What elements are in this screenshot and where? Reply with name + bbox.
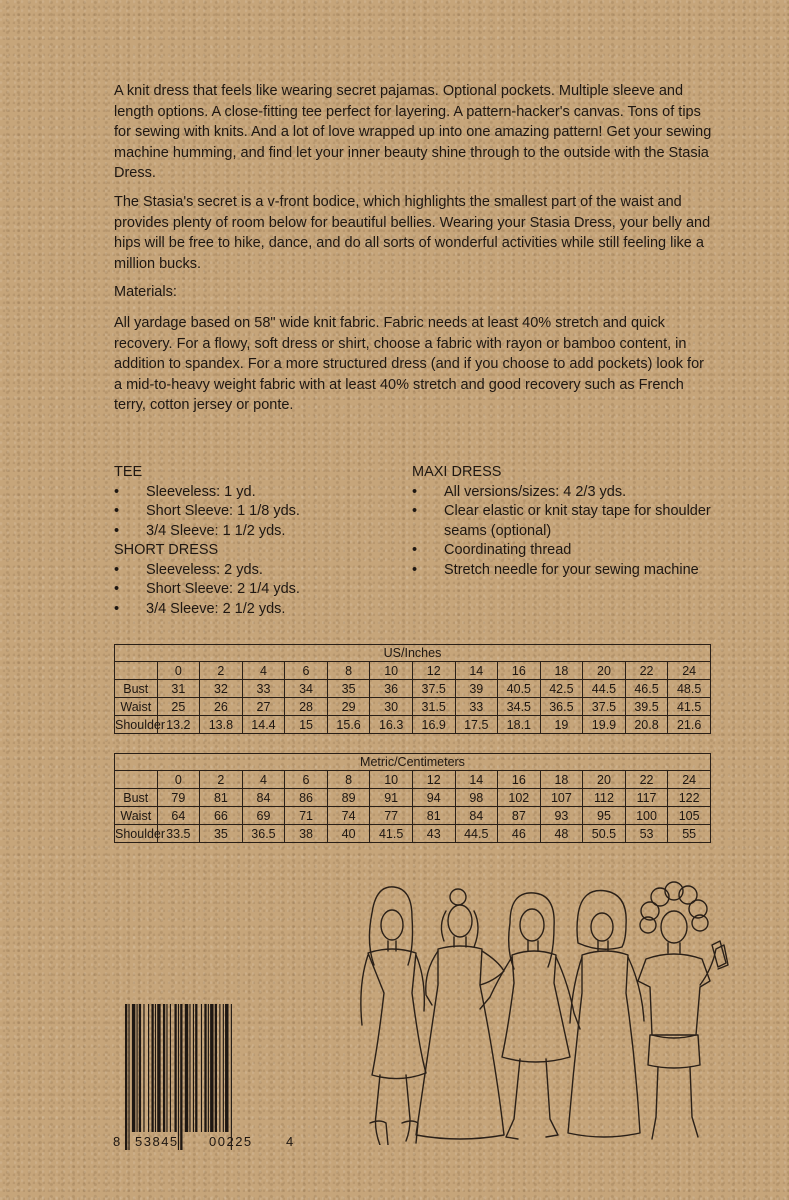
- woman-4-figure: [568, 891, 644, 1138]
- table-row: Bust 31 32 33 34 35 36 37.5 39 40.5 42.5 44.5 46.5 48.5: [115, 680, 711, 698]
- list-item: • 3/4 Sleeve: 2 1/2 yds.: [114, 600, 286, 617]
- barcode-bar: [128, 1004, 129, 1150]
- list-item: • All versions/sizes: 4 2/3 yds.: [412, 483, 627, 500]
- intro-paragraph-2: The Stasia's secret is a v-front bodice, which highlights the smallest part of the waist and provides plenty of room below for beautiful bellies. Wearing your Stasia Dress, your belly and hips will be free to hike, dance, and do all sorts of wonderful activities while still feeling like a million bucks.: [114, 194, 711, 272]
- barcode-bar: [195, 1004, 197, 1132]
- yardage-left-column: [114, 463, 394, 619]
- barcode-bar: [174, 1004, 176, 1132]
- barcode-bar: [204, 1004, 206, 1132]
- list-item: • 3/4 Sleeve: 1 1/2 yds.: [114, 522, 286, 539]
- barcode-bar: [201, 1004, 202, 1132]
- woman-3-figure: [480, 893, 580, 1139]
- barcode-bar: [155, 1004, 156, 1132]
- woman-5-figure: [638, 882, 728, 1139]
- table-row: Shoulder 33.5 35 36.5 38 40 41.5 43 44.5 46 48 50.5 53 55: [115, 825, 711, 843]
- yardage-right-column: [412, 463, 712, 580]
- short-dress-heading: SHORT DRESS: [114, 542, 219, 558]
- barcode-bar: [163, 1004, 165, 1132]
- tee-heading: TEE: [114, 464, 143, 480]
- table-row: Waist 25 26 27 28 29 30 31.5 33 34.5 36.5 37.5 39.5 41.5: [115, 698, 711, 716]
- table-row: Waist 64 66 69 71 74 77 81 84 87 93 95 100 105: [115, 807, 711, 825]
- materials-heading: Materials:: [114, 284, 177, 300]
- pattern-back-cover: A knit dress that feels like wearing secret pajamas. Optional pockets. Multiple sleeve and length options. A close-fitting tee perfect for layering. A pattern-hacker's canvas. Tons of tips for sewing with knits. And a lot of love wrapped up into one amazing pattern! Get your sewing machine humming, and find let your inner beauty shine through to the outside with the Stasia Dress. The Stasia's secret is a v-front bodice, which highlights the smallest part of the waist and provides plenty of room below for beautiful bellies. Wearing your Stasia Dress, your belly and hips will be free to hike, dance, and do all sorts of wonderful activities while still feeling like a million bucks. Materials: All yardage based on 58" wide knit fabric. Fabric needs at least 40% stretch and quick recovery. For a flowy, soft dress or shirt, choose a fabric with rayon or bamboo content, in addition to spandex. For a more structured dress (and if you choose to add pockets) look for a mid-to-heavy weight fabric with at least 40% stretch and good recovery such as French terry, cotton jersey or ponte. TEE • Sleeveless: 1 yd. • Short Sleeve: 1 1/8 yds. • 3/4 Sleeve: 1 1/2 yds. SHORT DRESS • Sleeveless: 2 yds. • Short Sleeve: 2 1/4 yds. • 3/4 Sleeve: 2 1/2 yds. MAXI DRESS • All versions/sizes: 4 2/3 yds. • Clear elastic or knit stay tape for shoulder seams (optional) • Coordinating thread • Stretch needle for your sewing machine US/Inches 0 2 4 6 8 10 12 14 16 18 20 22 24 Bust 31 32 33 34 35 36 37.5 39 40.5 42.5 44.5 46.5 48.5 Waist 25 26 27 28 29 30 31.5 33 34.5 36.5 37.5 39.5 41.5 Shoulder 13.2 13.8 14.4 15 15.6 16.3 16.9 17.5 18.1 19 19.9 20.8 21.6 Metric/Centimeters 0 2 4 6 8 10 12 14 16 18 20 22 24 Bust 79 81 84 86 89 91 94 98 102 107 112 117 122 Waist 64 66 69 71 74 77 81 84 87 93 95 100 105 Shoulder 33.5 35 36.5 38 40 41.5 43 44.5 46 48 50.5 53 55 8 53845 00225 4: [0, 0, 789, 1200]
- barcode-bar: [180, 1004, 182, 1150]
- materials-description: All yardage based on 58" wide knit fabric. Fabric needs at least 40% stretch and quick recovery. For a flowy, soft dress or shirt, choose a fabric with rayon or bamboo content, in addition to spandex. For a more structured dress (and if you choose to add pockets) look for a mid-to-heavy weight fabric with at least 40% stretch and good recovery such as French terry, cotton jersey or ponte.: [114, 315, 704, 413]
- us-size-chart-caption: US/Inches: [115, 645, 711, 662]
- barcode-bar: [132, 1004, 135, 1132]
- barcode-bar: [208, 1004, 209, 1132]
- five-women-illustration: [350, 875, 730, 1145]
- list-item: • Short Sleeve: 1 1/8 yds.: [114, 503, 300, 519]
- barcode-bar: [185, 1004, 188, 1132]
- barcode-bar: [157, 1004, 160, 1132]
- barcode-bar: [151, 1004, 153, 1132]
- table-row: Bust 79 81 84 86 89 91 94 98 102 107 112 117 122: [115, 789, 711, 807]
- barcode-graphic: [113, 1000, 295, 1152]
- barcode-bar: [223, 1004, 224, 1132]
- woman-1-figure: [361, 887, 426, 1145]
- woman-2-figure: [416, 889, 504, 1139]
- list-item: • Coordinating thread: [412, 542, 572, 558]
- intro-paragraph-1: A knit dress that feels like wearing secret pajamas. Optional pockets. Multiple sleeve and length options. A close-fitting tee perfect for layering. A pattern-hacker's canvas. Tons of tips for sewing with knits. And a lot of love wrapped up into one amazing pattern! Get your sewing machine humming, and find let your inner beauty shine through to the outside with the Stasia Dress.: [114, 83, 712, 181]
- barcode-bar: [125, 1004, 127, 1150]
- list-item: • Sleeveless: 2 yds.: [114, 561, 263, 578]
- metric-size-chart: [114, 753, 711, 843]
- us-size-chart: [114, 644, 711, 734]
- barcode-bar: [139, 1004, 141, 1132]
- barcode-bar: [193, 1004, 194, 1132]
- barcode-bar: [210, 1004, 213, 1132]
- barcode-bar: [231, 1004, 232, 1150]
- barcode-bar: [166, 1004, 167, 1132]
- barcode-bar: [170, 1004, 171, 1132]
- metric-size-chart-caption: Metric/Centimeters: [115, 754, 711, 771]
- list-item: • Short Sleeve: 2 1/4 yds.: [114, 581, 300, 597]
- barcode-bar: [219, 1004, 220, 1132]
- barcode-bar: [137, 1004, 138, 1132]
- maxi-dress-heading: MAXI DRESS: [412, 464, 502, 480]
- barcode-bar: [215, 1004, 217, 1132]
- list-item: • Stretch needle for your sewing machine: [412, 561, 699, 578]
- list-item: • Clear elastic or knit stay tape for shoulder seams (optional): [412, 503, 711, 539]
- barcode-bar: [143, 1004, 144, 1132]
- table-row: Shoulder 13.2 13.8 14.4 15 15.6 16.3 16.9 17.5 18.1 19 19.9 20.8 21.6: [115, 716, 711, 734]
- barcode-bar: [148, 1004, 149, 1132]
- barcode-bar: [189, 1004, 190, 1132]
- table-row: 0 2 4 6 8 10 12 14 16 18 20 22 24: [115, 662, 711, 680]
- table-row: 0 2 4 6 8 10 12 14 16 18 20 22 24: [115, 771, 711, 789]
- barcode-bar: [178, 1004, 179, 1150]
- list-item: • Sleeveless: 1 yd.: [114, 483, 256, 500]
- barcode-bar: [225, 1004, 228, 1132]
